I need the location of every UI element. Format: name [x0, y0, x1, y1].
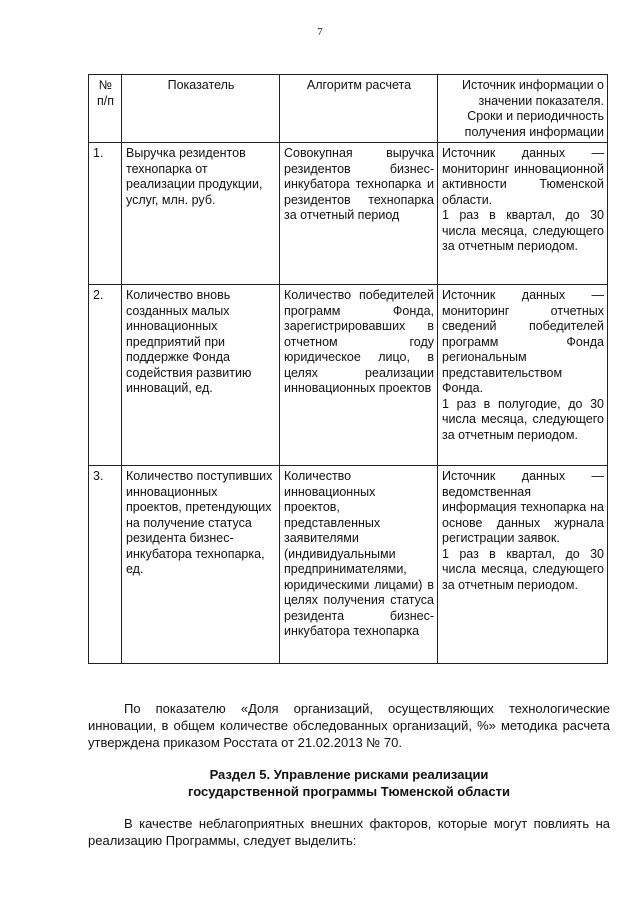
row-algorithm: Количество победителей программ Фонда, зарегистрировавших в отчетном году юридическое лицо, в целях реализации инновационных проектов	[280, 285, 438, 466]
section-heading	[88, 766, 610, 800]
row-num: 1.	[89, 143, 122, 285]
table-row	[89, 143, 608, 285]
row-indicator: Выручка резидентов технопарка от реализации продукции, услуг, млн. руб.	[122, 143, 280, 285]
methodology-paragraph: По показателю «Доля организаций, осуществляющих технологические инновации, в общем количестве обследованных организаций, %» методика расчета утверждена приказом Росстата от 21.02.2013 № 70.	[88, 701, 610, 750]
page-number: 7	[317, 26, 323, 38]
row-num: 2.	[89, 285, 122, 466]
row-algorithm: Совокупная выручка резидентов бизнес-инкубатора технопарка и резидентов технопарка за отчетный период	[280, 143, 438, 285]
row-algorithm: Количество инновационных проектов, представленных заявителями (индивидуальными предпринимателями, юридическими лицами) в целях получения статуса резидента бизнес-инкубатора технопарка	[280, 466, 438, 664]
header-num: № п/п	[89, 75, 122, 143]
table-header-row	[89, 75, 608, 143]
header-algorithm: Алгоритм расчета	[280, 75, 438, 143]
row-indicator: Количество вновь созданных малых инновационных предприятий при поддержке Фонда содействия развитию инноваций, ед.	[122, 285, 280, 466]
source-periodicity: 1 раз в квартал, до 30 числа месяца, следующего за отчетным периодом.	[442, 546, 604, 592]
table-row	[89, 285, 608, 466]
row-source	[438, 143, 608, 285]
source-description: Источник данных — мониторинг инновационной активности Тюменской области.	[442, 146, 604, 207]
section-heading-line1: Раздел 5. Управление рисками реализации	[209, 767, 489, 782]
section-heading-line2: государственной программы Тюменской области	[188, 784, 510, 799]
row-source	[438, 466, 608, 664]
source-description: Источник данных — ведомственная информация технопарка на основе данных журнала регистрации заявок.	[442, 469, 604, 545]
row-indicator: Количество поступивших инновационных проектов, претендующих на получение статуса резидента бизнес-инкубатора технопарка, ед.	[122, 466, 280, 664]
risk-factors-paragraph: В качестве неблагоприятных внешних факторов, которые могут повлиять на реализацию Программы, следует выделить:	[88, 816, 610, 848]
source-description: Источник данных — мониторинг отчетных сведений победителей программ Фонда региональным представительством Фонда.	[442, 288, 604, 395]
indicators-table	[88, 74, 608, 664]
header-source: Источник информации о значении показателя. Сроки и периодичность получения информации	[438, 75, 608, 143]
source-periodicity: 1 раз в полугодие, до 30 числа месяца, следующего за отчетным периодом.	[442, 396, 604, 442]
header-indicator: Показатель	[122, 75, 280, 143]
table-row	[89, 466, 608, 664]
row-source	[438, 285, 608, 466]
row-num: 3.	[89, 466, 122, 664]
source-periodicity: 1 раз в квартал, до 30 числа месяца, следующего за отчетным периодом.	[442, 208, 604, 253]
